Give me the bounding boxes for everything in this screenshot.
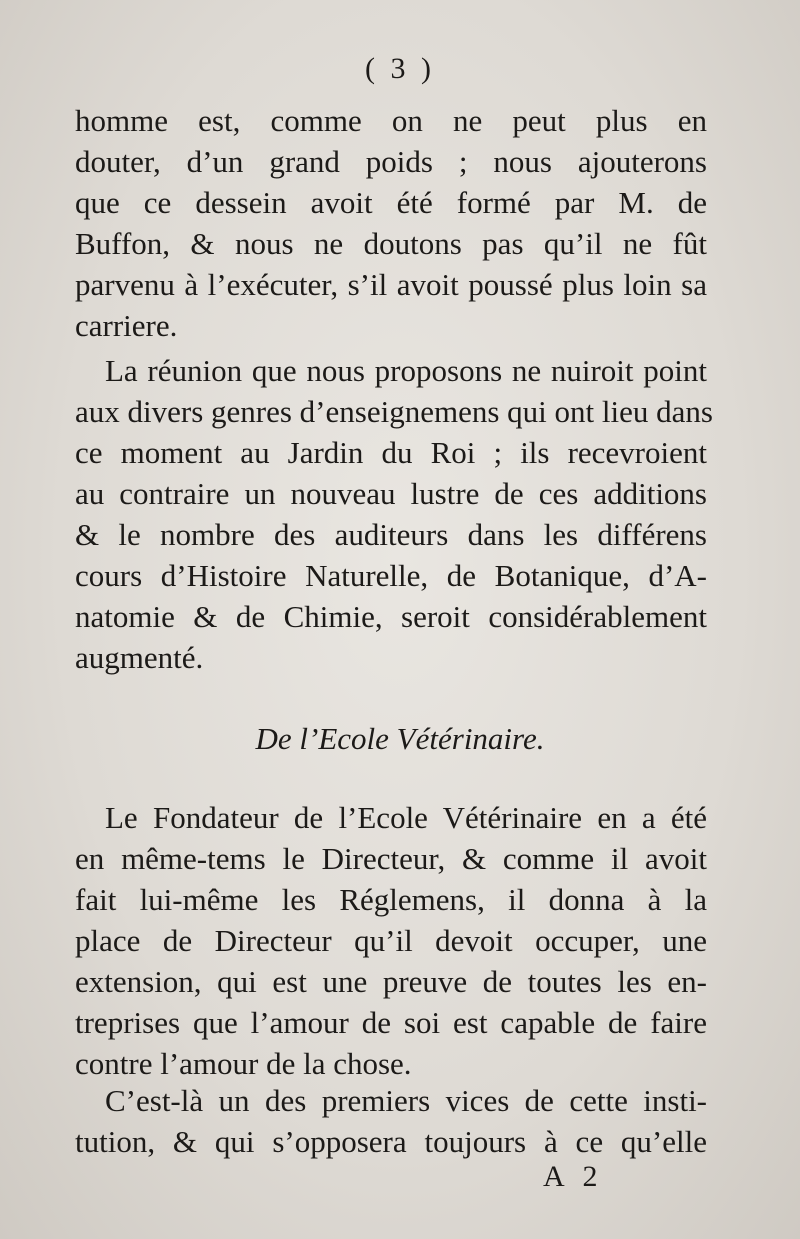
text-line: homme est, comme on ne peut plus en xyxy=(75,103,707,138)
text-line: & le nombre des auditeurs dans les différens xyxy=(75,517,707,552)
text-line: natomie & de Chimie, seroit considérablement xyxy=(75,599,707,634)
text-line: en même-tems le Directeur, & comme il avoit xyxy=(75,841,707,876)
text-line: que ce dessein avoit été formé par M. de xyxy=(75,185,707,220)
paragraph-2 xyxy=(75,350,713,678)
text-line: Buffon, & nous ne doutons pas qu’il ne fût xyxy=(75,226,707,261)
text-line: parvenu à l’exécuter, s’il avoit poussé plus loin sa xyxy=(75,267,707,302)
text-line: Le Fondateur de l’Ecole Vétérinaire en a été xyxy=(105,800,707,835)
signature-mark: A 2 xyxy=(543,1160,604,1193)
text-line: C’est-là un des premiers vices de cette insti- xyxy=(105,1083,707,1118)
text-line: au contraire un nouveau lustre de ces additions xyxy=(75,476,707,511)
text-line: aux divers genres d’enseignemens qui ont lieu dans xyxy=(75,394,713,429)
page-number: ( 3 ) xyxy=(365,52,435,85)
text-line: contre l’amour de la chose. xyxy=(75,1046,412,1081)
text-line: extension, qui est une preuve de toutes les en- xyxy=(75,964,707,999)
section-heading: De l’Ecole Vétérinaire. xyxy=(255,721,545,756)
text-line: La réunion que nous proposons ne nuiroit point xyxy=(105,353,707,388)
paragraph-4 xyxy=(75,1080,707,1162)
paragraph-3 xyxy=(75,797,707,1084)
text-line: treprises que l’amour de soi est capable de faire xyxy=(75,1005,707,1040)
text-line: augmenté. xyxy=(75,640,204,675)
text-line: carriere. xyxy=(75,308,178,343)
text-line: tution, & qui s’opposera toujours à ce qu’elle xyxy=(75,1124,707,1159)
text-line: ce moment au Jardin du Roi ; ils recevroient xyxy=(75,435,707,470)
text-line: place de Directeur qu’il devoit occuper, une xyxy=(75,923,707,958)
paragraph-1 xyxy=(75,100,707,346)
text-line: fait lui-même les Réglemens, il donna à la xyxy=(75,882,707,917)
text-line: cours d’Histoire Naturelle, de Botanique, d’A- xyxy=(75,558,707,593)
text-line: douter, d’un grand poids ; nous ajouterons xyxy=(75,144,707,179)
